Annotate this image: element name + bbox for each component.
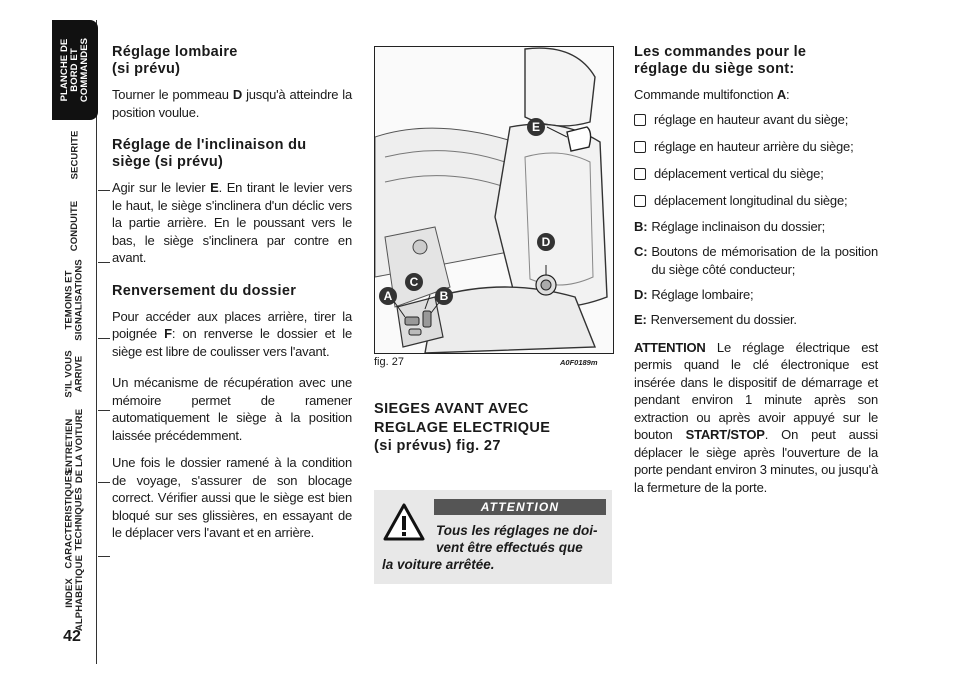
attention-box [374,490,612,584]
seat-drawing [375,47,613,353]
checkbox-icon [634,195,646,207]
paragraph-memoire: Un mécanisme de récupération avec une mémoire permet de ramener automatiquement le siège à la position laissée précédemment. [112,375,352,443]
figure-caption: fig. 27 [374,356,404,368]
commands-title: Les commandes pour le réglage du siège sont: [634,44,807,77]
section-title-lombaire: Réglage lombaire (si prévu) [112,44,238,77]
paragraph-renversement: Pour accéder aux places arrière, tirer la poignée F: on renverse le dossier et le siège est libre de coulisser vers l'avant. [112,308,352,359]
attention-paragraph: ATTENTION Le réglage électrique est permis quand le clé électronique est insérée dans le dispositif de démarrage et pendant environ 1 minute après son extraction ou après avoir appuyé sur le bouton START/STOP. On peut aussi déplacer le siège après l'ouverture de la porte pendant environ 3 minutes, ou jusqu'à la fermeture de la porte. [634,339,878,495]
tab-separator [98,556,110,557]
definition-e: E: Renversement du dossier. [634,311,797,327]
list-item: réglage en hauteur avant du siège; [634,106,878,133]
options-list [634,106,878,214]
callout-b: B [435,287,453,305]
paragraph-lombaire: Tourner le pommeau D jusqu'à atteindre la position voulue. [112,87,353,120]
tab-separator [98,410,110,411]
tab-securite[interactable]: SECURITE [69,130,80,180]
attention-header: ATTENTION [434,499,606,515]
callout-d: D [537,233,555,251]
tab-temoins[interactable]: TEMOINS ET SIGNALISATIONS [64,259,86,341]
list-item: réglage en hauteur arrière du siège; [634,133,878,160]
tab-separator [98,190,110,191]
tab-separator [98,482,110,483]
checkbox-icon [634,141,646,153]
tab-index[interactable]: INDEX ALPHABETIQUE [64,554,85,632]
left-column [112,44,352,552]
section-title-inclinaison: Réglage de l'inclinaison du siège (si prévu) [112,137,307,170]
definition-d: D: Réglage lombaire; [634,286,754,302]
figure-code: A0F0189m [560,358,598,367]
section-title-renversement: Renversement du dossier [112,282,297,299]
page-number: 42 [63,628,81,645]
paragraph-inclinaison: Agir sur le levier E. En tirant le levier vers le haut, le siège s'inclinera d'un déclic vers la partie arrière. En le poussant vers le bas, le siège s'inclinera par contre en avant. [112,180,353,265]
definitions [634,218,878,329]
callout-c: C [405,273,423,291]
paragraph-retour: Une fois le dossier ramené à la condition de voyage, s'assurer de son blocage correct. Vérifier aussi que le siège est bien bloqué sur ses glissières, en essayant de le déplacer vers l'avant et en arrière. [112,455,352,540]
callout-a: A [379,287,397,305]
definition-c: C: Boutons de mémorisation de la position du siège côté conducteur; [634,243,878,277]
list-item: déplacement longitudinal du siège; [634,187,878,214]
tab-entretien[interactable]: ENTRETIEN DE LA VOITURE [64,408,86,484]
tab-conduite[interactable]: CONDUITE [69,200,81,252]
attention-text: Tous les réglages ne doi- vent être effectués que la voiture arrêtée. [382,523,598,572]
definition-b: B: Réglage inclinaison du dossier; [634,218,826,234]
sieges-heading: SIEGES AVANT AVEC REGLAGE ELECTRIQUE (si prévus) fig. 27 [374,401,551,454]
tab-sil-vous-arrive[interactable]: S'IL VOUS ARRIVE [64,350,85,398]
tab-separator [98,338,110,339]
seat-illustration [374,46,614,354]
checkbox-icon [634,114,646,126]
list-item: déplacement vertical du siège; [634,160,878,187]
multifunction-line: Commande multifonction A: [634,87,790,102]
tab-separator [98,262,110,263]
tab-planche-de-bord[interactable]: PLANCHE DE BORD ET COMMANDES [52,20,98,120]
checkbox-icon [634,168,646,180]
tab-caracteristiques[interactable]: CARACTERISTIQUES TECHNIQUES [64,469,85,569]
callout-e: E [527,118,545,136]
right-column [634,44,878,506]
